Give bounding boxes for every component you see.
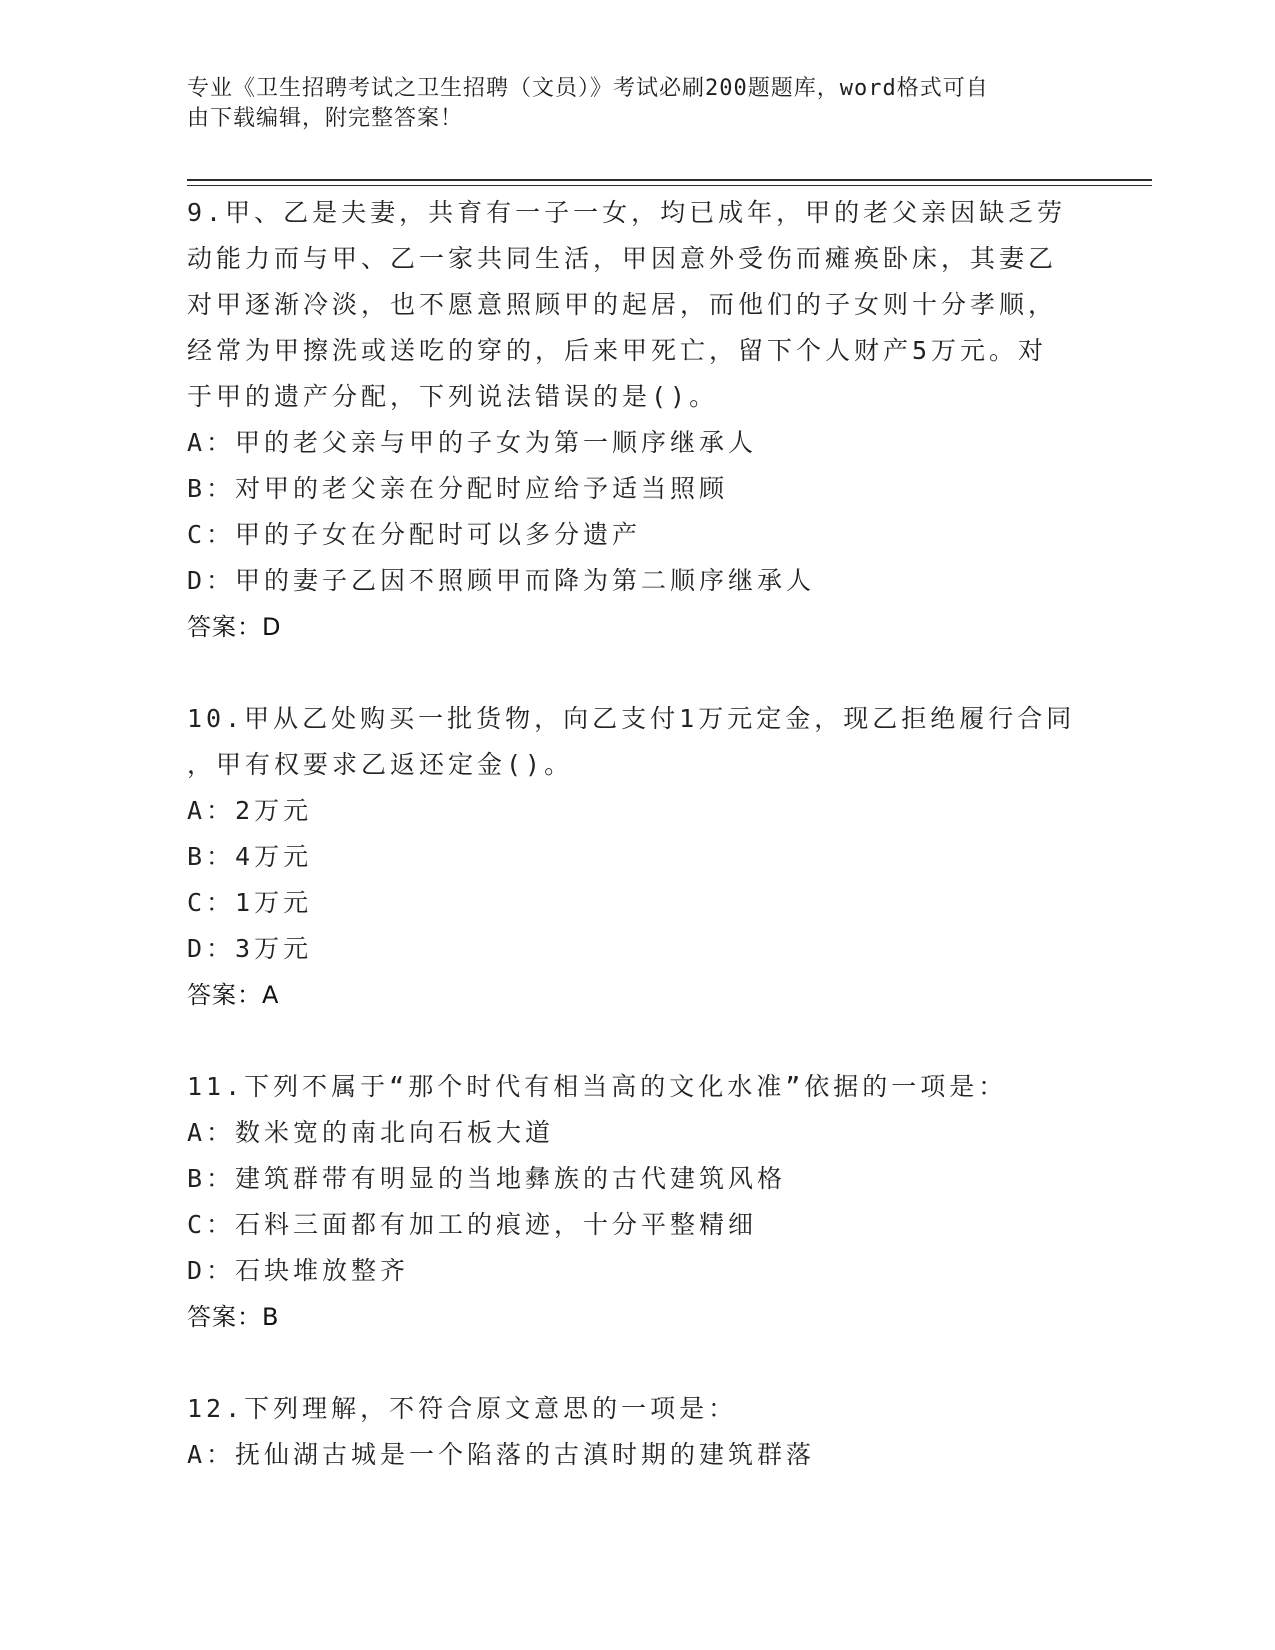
stem-line: ，甲有权要求乙返还定金()。 xyxy=(187,750,574,779)
question-stem xyxy=(187,696,1077,788)
option-c: C：甲的子女在分配时可以多分遗产 xyxy=(187,520,642,549)
question-12 xyxy=(187,1386,1077,1478)
header-line-2: 由下载编辑，附完整答案！ xyxy=(187,106,464,131)
option-a: A：2万元 xyxy=(187,796,313,825)
stem-line: 经常为甲擦洗或送吃的穿的，后来甲死亡，留下个人财产5万元。对 xyxy=(187,336,1048,365)
stem-line: 动能力而与甲、乙一家共同生活，甲因意外受伤而瘫痪卧床，其妻乙 xyxy=(187,244,1058,273)
stem-line: 对甲逐渐冷淡，也不愿意照顾甲的起居，而他们的子女则十分孝顺， xyxy=(187,290,1058,319)
question-stem xyxy=(187,1064,1077,1110)
question-stem xyxy=(187,1386,1077,1432)
option-a: A：抚仙湖古城是一个陷落的古滇时期的建筑群落 xyxy=(187,1440,816,1469)
stem-line: 9.甲、乙是夫妻，共育有一子一女，均已成年，甲的老父亲因缺乏劳 xyxy=(187,198,1067,227)
option-a: A：数米宽的南北向石板大道 xyxy=(187,1118,555,1147)
answer-label: 答案：B xyxy=(187,1303,280,1331)
question-9 xyxy=(187,190,1077,650)
option-b: B：4万元 xyxy=(187,842,313,871)
header-line-1: 专业《卫生招聘考试之卫生招聘（文员）》考试必刷200题题库，word格式可自 xyxy=(187,76,989,101)
option-b: B：建筑群带有明显的当地彝族的古代建筑风格 xyxy=(187,1164,787,1193)
answer-label: 答案：A xyxy=(187,981,280,1009)
question-11 xyxy=(187,1064,1077,1340)
option-d: D：石块堆放整齐 xyxy=(187,1256,410,1285)
stem-line: 12.下列理解，不符合原文意思的一项是： xyxy=(187,1394,738,1423)
question-list xyxy=(187,190,1077,1478)
stem-line: 10.甲从乙处购买一批货物，向乙支付1万元定金，现乙拒绝履行合同 xyxy=(187,704,1076,733)
option-c: C：石料三面都有加工的痕迹，十分平整精细 xyxy=(187,1210,758,1239)
stem-line: 于甲的遗产分配，下列说法错误的是()。 xyxy=(187,382,719,411)
header-divider-thick xyxy=(187,179,1152,181)
option-c: C：1万元 xyxy=(187,888,313,917)
question-stem xyxy=(187,190,1077,420)
header-divider-thin xyxy=(187,185,1152,186)
option-b: B：对甲的老父亲在分配时应给予适当照顾 xyxy=(187,474,729,503)
question-10 xyxy=(187,696,1077,1018)
stem-line: 11.下列不属于“那个时代有相当高的文化水准”依据的一项是： xyxy=(187,1072,1008,1101)
option-d: D：甲的妻子乙因不照顾甲而降为第二顺序继承人 xyxy=(187,566,816,595)
answer-label: 答案：D xyxy=(187,613,282,641)
document-header xyxy=(187,74,1067,134)
option-d: D：3万元 xyxy=(187,934,313,963)
option-a: A：甲的老父亲与甲的子女为第一顺序继承人 xyxy=(187,428,758,457)
